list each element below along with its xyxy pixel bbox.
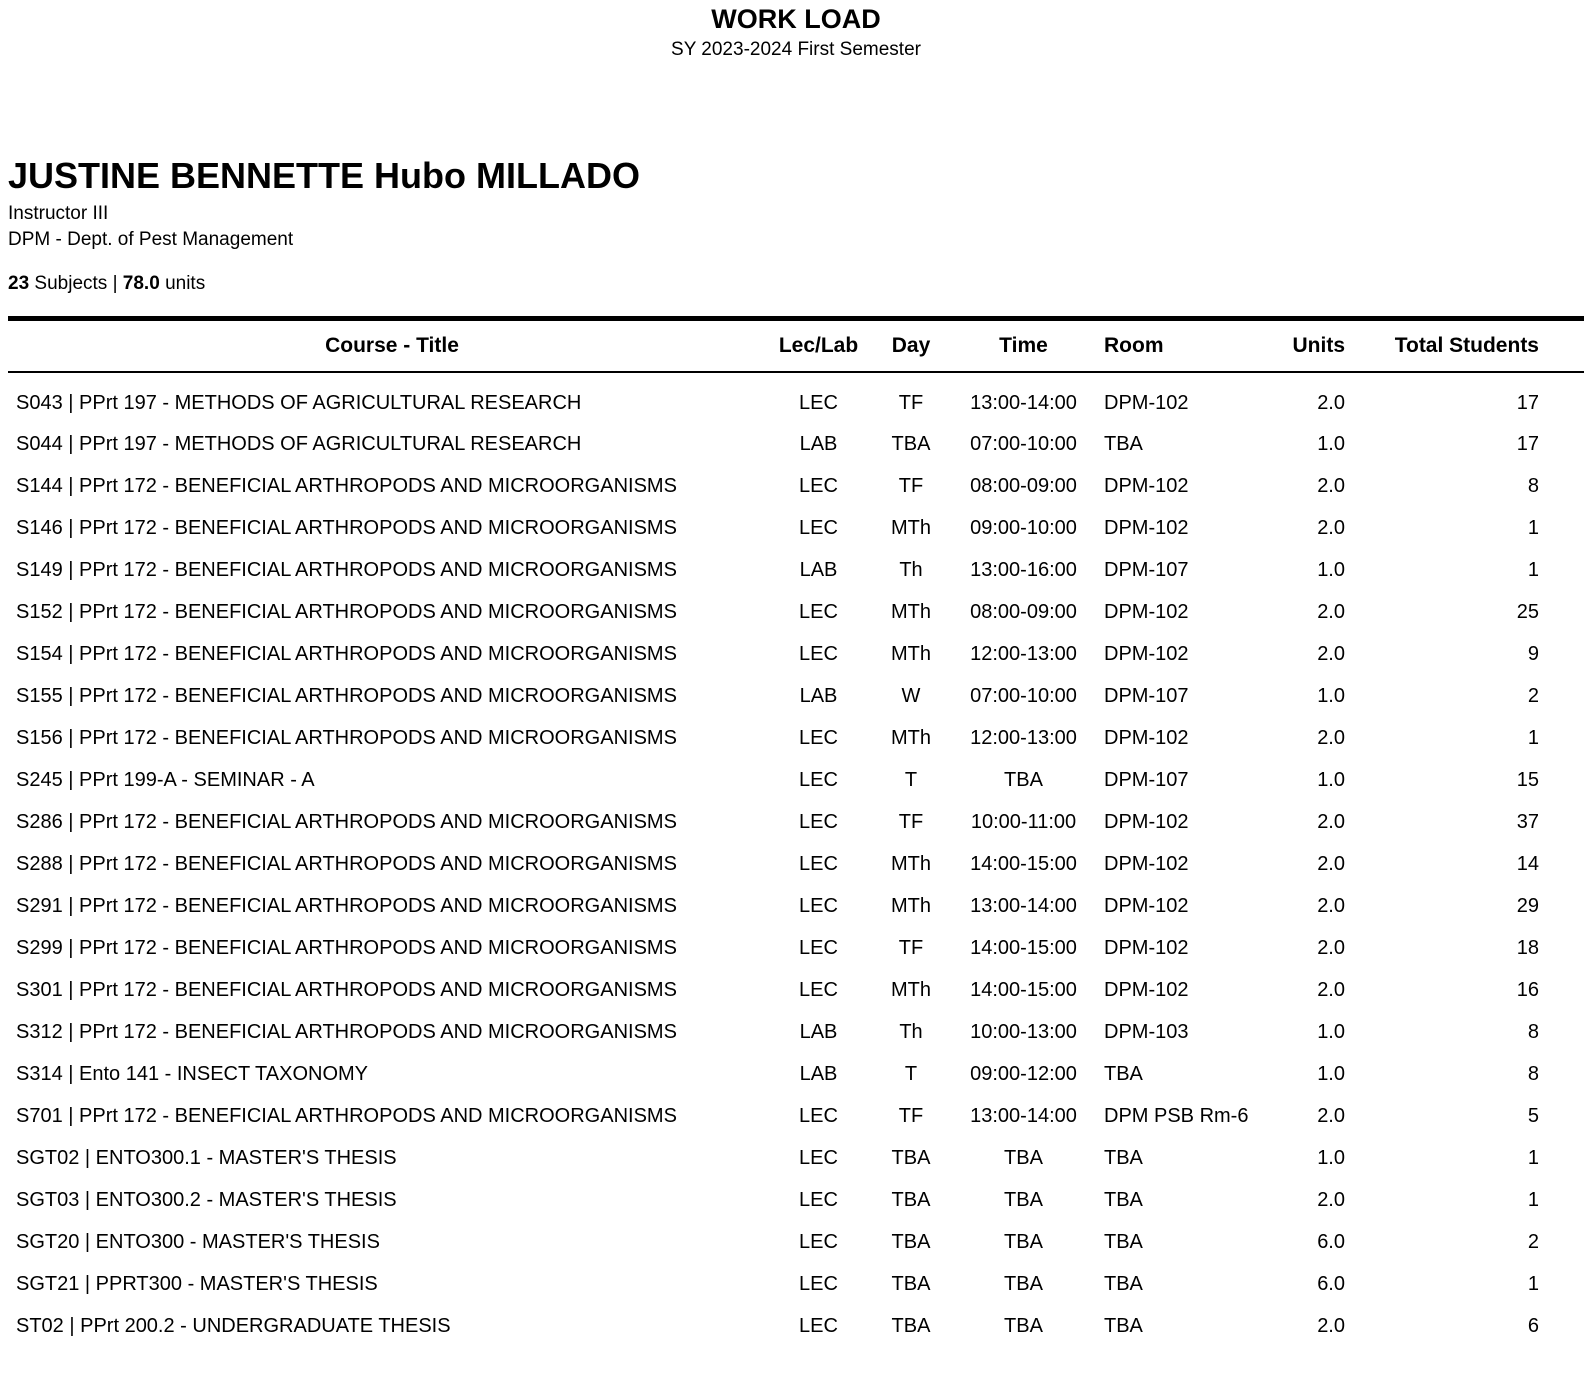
cell-units: 1.0 [1317, 1147, 1345, 1169]
table-row [8, 802, 1584, 844]
cell-room: DPM-107 [1104, 769, 1189, 791]
cell-lec-lab: LAB [799, 685, 838, 707]
workload-table [8, 316, 1584, 1348]
cell-room: DPM-107 [1104, 559, 1189, 581]
cell-time: TBA [1004, 1315, 1043, 1337]
cell-total-students: 1 [1527, 1273, 1539, 1295]
cell-total-students: 8 [1527, 475, 1539, 497]
cell-room: DPM-102 [1104, 475, 1189, 497]
col-header-room: Room [1086, 319, 1276, 372]
cell-total-students: 1 [1527, 1189, 1539, 1211]
cell-time: TBA [1004, 1189, 1043, 1211]
cell-units: 2.0 [1317, 937, 1345, 959]
cell-units: 2.0 [1317, 1189, 1345, 1211]
cell-course-title: ST02 | PPrt 200.2 - UNDERGRADUATE THESIS [16, 1315, 451, 1337]
cell-total-students: 17 [1516, 433, 1539, 455]
cell-total-students: 16 [1516, 979, 1539, 1001]
col-header-total-students: Total Students [1361, 319, 1584, 372]
cell-day: TBA [891, 1273, 931, 1295]
table-row [8, 1054, 1584, 1096]
cell-room: DPM-102 [1104, 391, 1189, 414]
col-header-day: Day [861, 319, 961, 372]
cell-course-title: S155 | PPrt 172 - BENEFICIAL ARTHROPODS AND MICROORGANISMS [16, 685, 677, 707]
cell-lec-lab: LEC [799, 1189, 838, 1211]
cell-course-title: S245 | PPrt 199-A - SEMINAR - A [16, 769, 315, 791]
cell-units: 1.0 [1317, 559, 1345, 581]
cell-room: DPM PSB Rm-6 [1104, 1105, 1249, 1127]
cell-course-title: S701 | PPrt 172 - BENEFICIAL ARTHROPODS AND MICROORGANISMS [16, 1105, 677, 1127]
table-row [8, 1180, 1584, 1222]
cell-lec-lab: LEC [799, 517, 838, 539]
cell-lec-lab: LEC [799, 769, 838, 791]
cell-room: DPM-102 [1104, 811, 1189, 833]
cell-day: MTh [891, 895, 931, 917]
cell-course-title: S144 | PPrt 172 - BENEFICIAL ARTHROPODS AND MICROORGANISMS [16, 475, 677, 497]
units-count: 78.0 [122, 273, 160, 294]
cell-room: TBA [1104, 1147, 1143, 1169]
subjects-label: Subjects [34, 273, 108, 294]
instructor-department: DPM - Dept. of Pest Management [8, 229, 294, 250]
cell-course-title: S299 | PPrt 172 - BENEFICIAL ARTHROPODS AND MICROORGANISMS [16, 937, 677, 959]
cell-course-title: S156 | PPrt 172 - BENEFICIAL ARTHROPODS AND MICROORGANISMS [16, 727, 677, 749]
cell-units: 2.0 [1317, 727, 1345, 749]
cell-course-title: S044 | PPrt 197 - METHODS OF AGRICULTURAL RESEARCH [16, 433, 582, 455]
cell-day: T [904, 1063, 918, 1085]
cell-total-students: 29 [1516, 895, 1539, 917]
cell-day: W [901, 685, 921, 707]
cell-time: TBA [1004, 769, 1043, 791]
cell-lec-lab: LAB [799, 433, 838, 455]
page-subtitle: SY 2023-2024 First Semester [671, 39, 921, 60]
cell-room: DPM-102 [1104, 727, 1189, 749]
col-header-lec-lab: Lec/Lab [776, 319, 861, 372]
cell-units: 2.0 [1317, 811, 1345, 833]
cell-course-title: S291 | PPrt 172 - BENEFICIAL ARTHROPODS AND MICROORGANISMS [16, 895, 677, 917]
table-row [8, 424, 1584, 466]
cell-lec-lab: LEC [799, 979, 838, 1001]
cell-day: TF [898, 811, 924, 833]
cell-units: 2.0 [1317, 853, 1345, 875]
table-row [8, 508, 1584, 550]
cell-total-students: 37 [1516, 811, 1539, 833]
cell-day: T [904, 769, 918, 791]
cell-units: 2.0 [1317, 1105, 1345, 1127]
cell-time: 14:00-15:00 [970, 979, 1077, 1001]
cell-day: TF [898, 391, 924, 414]
cell-room: DPM-102 [1104, 937, 1189, 959]
cell-time: 07:00-10:00 [970, 433, 1077, 455]
table-row [8, 760, 1584, 802]
subjects-count: 23 [8, 273, 30, 294]
cell-total-students: 2 [1527, 1231, 1539, 1253]
table-row [8, 1138, 1584, 1180]
cell-day: TBA [891, 1189, 931, 1211]
cell-lec-lab: LEC [799, 1315, 838, 1337]
cell-room: DPM-107 [1104, 685, 1189, 707]
cell-lec-lab: LAB [799, 1021, 838, 1043]
cell-units: 2.0 [1317, 601, 1345, 623]
table-row [8, 372, 1584, 424]
cell-lec-lab: LEC [799, 1231, 838, 1253]
cell-course-title: S314 | Ento 141 - INSECT TAXONOMY [16, 1063, 369, 1085]
cell-course-title: SGT03 | ENTO300.2 - MASTER'S THESIS [16, 1189, 397, 1211]
cell-course-title: SGT20 | ENTO300 - MASTER'S THESIS [16, 1231, 380, 1253]
cell-lec-lab: LEC [799, 1273, 838, 1295]
cell-time: 09:00-10:00 [970, 517, 1077, 539]
cell-total-students: 18 [1516, 937, 1539, 959]
cell-total-students: 9 [1527, 643, 1539, 665]
cell-lec-lab: LAB [799, 1063, 838, 1085]
cell-day: MTh [891, 601, 931, 623]
table-row [8, 1222, 1584, 1264]
cell-course-title: S146 | PPrt 172 - BENEFICIAL ARTHROPODS AND MICROORGANISMS [16, 517, 677, 539]
cell-total-students: 1 [1527, 559, 1539, 581]
cell-course-title: S312 | PPrt 172 - BENEFICIAL ARTHROPODS AND MICROORGANISMS [16, 1021, 677, 1043]
table-row [8, 550, 1584, 592]
cell-units: 2.0 [1317, 1315, 1345, 1337]
cell-day: MTh [891, 517, 931, 539]
cell-room: DPM-103 [1104, 1021, 1189, 1043]
cell-time: 08:00-09:00 [970, 601, 1077, 623]
cell-lec-lab: LAB [799, 559, 838, 581]
cell-day: TF [898, 937, 924, 959]
cell-day: MTh [891, 979, 931, 1001]
cell-units: 2.0 [1317, 391, 1345, 414]
table-row [8, 1306, 1584, 1348]
cell-total-students: 1 [1527, 517, 1539, 539]
cell-day: TF [898, 1105, 924, 1127]
cell-total-students: 15 [1516, 769, 1539, 791]
cell-lec-lab: LEC [799, 643, 838, 665]
cell-units: 2.0 [1317, 643, 1345, 665]
cell-units: 2.0 [1317, 895, 1345, 917]
cell-time: TBA [1004, 1231, 1043, 1253]
cell-time: 13:00-14:00 [970, 391, 1077, 414]
cell-room: DPM-102 [1104, 601, 1189, 623]
summary-separator: | [112, 273, 118, 294]
cell-total-students: 17 [1516, 391, 1539, 414]
table-row [8, 928, 1584, 970]
cell-room: TBA [1104, 433, 1143, 455]
cell-day: MTh [891, 853, 931, 875]
table-row [8, 970, 1584, 1012]
cell-course-title: S152 | PPrt 172 - BENEFICIAL ARTHROPODS AND MICROORGANISMS [16, 601, 677, 623]
instructor-position: Instructor III [8, 203, 109, 224]
cell-day: MTh [891, 643, 931, 665]
cell-day: TBA [891, 433, 931, 455]
table-row [8, 844, 1584, 886]
cell-total-students: 6 [1527, 1315, 1539, 1337]
cell-room: DPM-102 [1104, 643, 1189, 665]
table-row [8, 634, 1584, 676]
cell-time: TBA [1004, 1273, 1043, 1295]
cell-time: 13:00-14:00 [970, 895, 1077, 917]
cell-room: DPM-102 [1104, 517, 1189, 539]
table-row [8, 718, 1584, 760]
cell-units: 6.0 [1317, 1273, 1345, 1295]
cell-total-students: 1 [1527, 1147, 1539, 1169]
cell-units: 1.0 [1317, 1063, 1345, 1085]
cell-course-title: SGT02 | ENTO300.1 - MASTER'S THESIS [16, 1147, 397, 1169]
cell-lec-lab: LEC [799, 895, 838, 917]
col-header-time: Time [961, 319, 1086, 372]
cell-course-title: S154 | PPrt 172 - BENEFICIAL ARTHROPODS AND MICROORGANISMS [16, 643, 677, 665]
cell-room: TBA [1104, 1273, 1143, 1295]
cell-time: 12:00-13:00 [970, 727, 1077, 749]
table-row [8, 886, 1584, 928]
cell-day: Th [899, 559, 923, 581]
cell-total-students: 5 [1527, 1105, 1539, 1127]
cell-time: 14:00-15:00 [970, 853, 1077, 875]
table-header-row [8, 319, 1584, 372]
cell-units: 2.0 [1317, 517, 1345, 539]
cell-course-title: S288 | PPrt 172 - BENEFICIAL ARTHROPODS AND MICROORGANISMS [16, 853, 677, 875]
table-row [8, 592, 1584, 634]
cell-room: TBA [1104, 1189, 1143, 1211]
table-row [8, 1096, 1584, 1138]
cell-room: DPM-102 [1104, 895, 1189, 917]
cell-time: 13:00-16:00 [970, 559, 1077, 581]
cell-day: MTh [891, 727, 931, 749]
cell-lec-lab: LEC [799, 391, 838, 414]
col-header-course-title: Course - Title [8, 319, 776, 372]
cell-day: Th [899, 1021, 923, 1043]
cell-units: 6.0 [1317, 1231, 1345, 1253]
cell-total-students: 1 [1527, 727, 1539, 749]
cell-units: 1.0 [1317, 433, 1345, 455]
table-row [8, 1264, 1584, 1306]
cell-lec-lab: LEC [799, 811, 838, 833]
cell-total-students: 8 [1527, 1063, 1539, 1085]
cell-day: TBA [891, 1231, 931, 1253]
cell-room: TBA [1104, 1231, 1143, 1253]
cell-time: 14:00-15:00 [970, 937, 1077, 959]
instructor-name: JUSTINE BENNETTE Hubo MILLADO [8, 155, 640, 196]
cell-room: DPM-102 [1104, 979, 1189, 1001]
cell-time: 13:00-14:00 [970, 1105, 1077, 1127]
cell-lec-lab: LEC [799, 475, 838, 497]
cell-time: 08:00-09:00 [970, 475, 1077, 497]
cell-day: TF [898, 475, 924, 497]
cell-time: 10:00-13:00 [970, 1021, 1077, 1043]
cell-units: 2.0 [1317, 979, 1345, 1001]
cell-time: 09:00-12:00 [970, 1063, 1077, 1085]
cell-units: 1.0 [1317, 685, 1345, 707]
table-row [8, 1012, 1584, 1054]
cell-day: TBA [891, 1315, 931, 1337]
table-row [8, 676, 1584, 718]
cell-lec-lab: LEC [799, 1147, 838, 1169]
cell-time: 07:00-10:00 [970, 685, 1077, 707]
cell-units: 1.0 [1317, 1021, 1345, 1043]
cell-day: TBA [891, 1147, 931, 1169]
cell-room: TBA [1104, 1063, 1143, 1085]
cell-lec-lab: LEC [799, 937, 838, 959]
cell-total-students: 14 [1516, 853, 1539, 875]
cell-course-title: S043 | PPrt 197 - METHODS OF AGRICULTURAL RESEARCH [16, 391, 582, 414]
cell-time: 12:00-13:00 [970, 643, 1077, 665]
cell-lec-lab: LEC [799, 727, 838, 749]
cell-total-students: 25 [1516, 601, 1539, 623]
cell-room: TBA [1104, 1315, 1143, 1337]
cell-time: 10:00-11:00 [970, 811, 1077, 833]
load-summary [8, 273, 1584, 295]
cell-course-title: S149 | PPrt 172 - BENEFICIAL ARTHROPODS AND MICROORGANISMS [16, 559, 677, 581]
cell-lec-lab: LEC [799, 853, 838, 875]
cell-course-title: S301 | PPrt 172 - BENEFICIAL ARTHROPODS AND MICROORGANISMS [16, 979, 677, 1001]
cell-units: 2.0 [1317, 475, 1345, 497]
cell-total-students: 8 [1527, 1021, 1539, 1043]
col-header-units: Units [1276, 319, 1361, 372]
cell-room: DPM-102 [1104, 853, 1189, 875]
page-title: WORK LOAD [711, 4, 881, 34]
cell-lec-lab: LEC [799, 601, 838, 623]
units-label: units [165, 273, 206, 294]
cell-course-title: SGT21 | PPRT300 - MASTER'S THESIS [16, 1273, 378, 1295]
cell-course-title: S286 | PPrt 172 - BENEFICIAL ARTHROPODS AND MICROORGANISMS [16, 811, 677, 833]
cell-total-students: 2 [1527, 685, 1539, 707]
table-row [8, 466, 1584, 508]
cell-time: TBA [1004, 1147, 1043, 1169]
cell-units: 1.0 [1317, 769, 1345, 791]
cell-lec-lab: LEC [799, 1105, 838, 1127]
